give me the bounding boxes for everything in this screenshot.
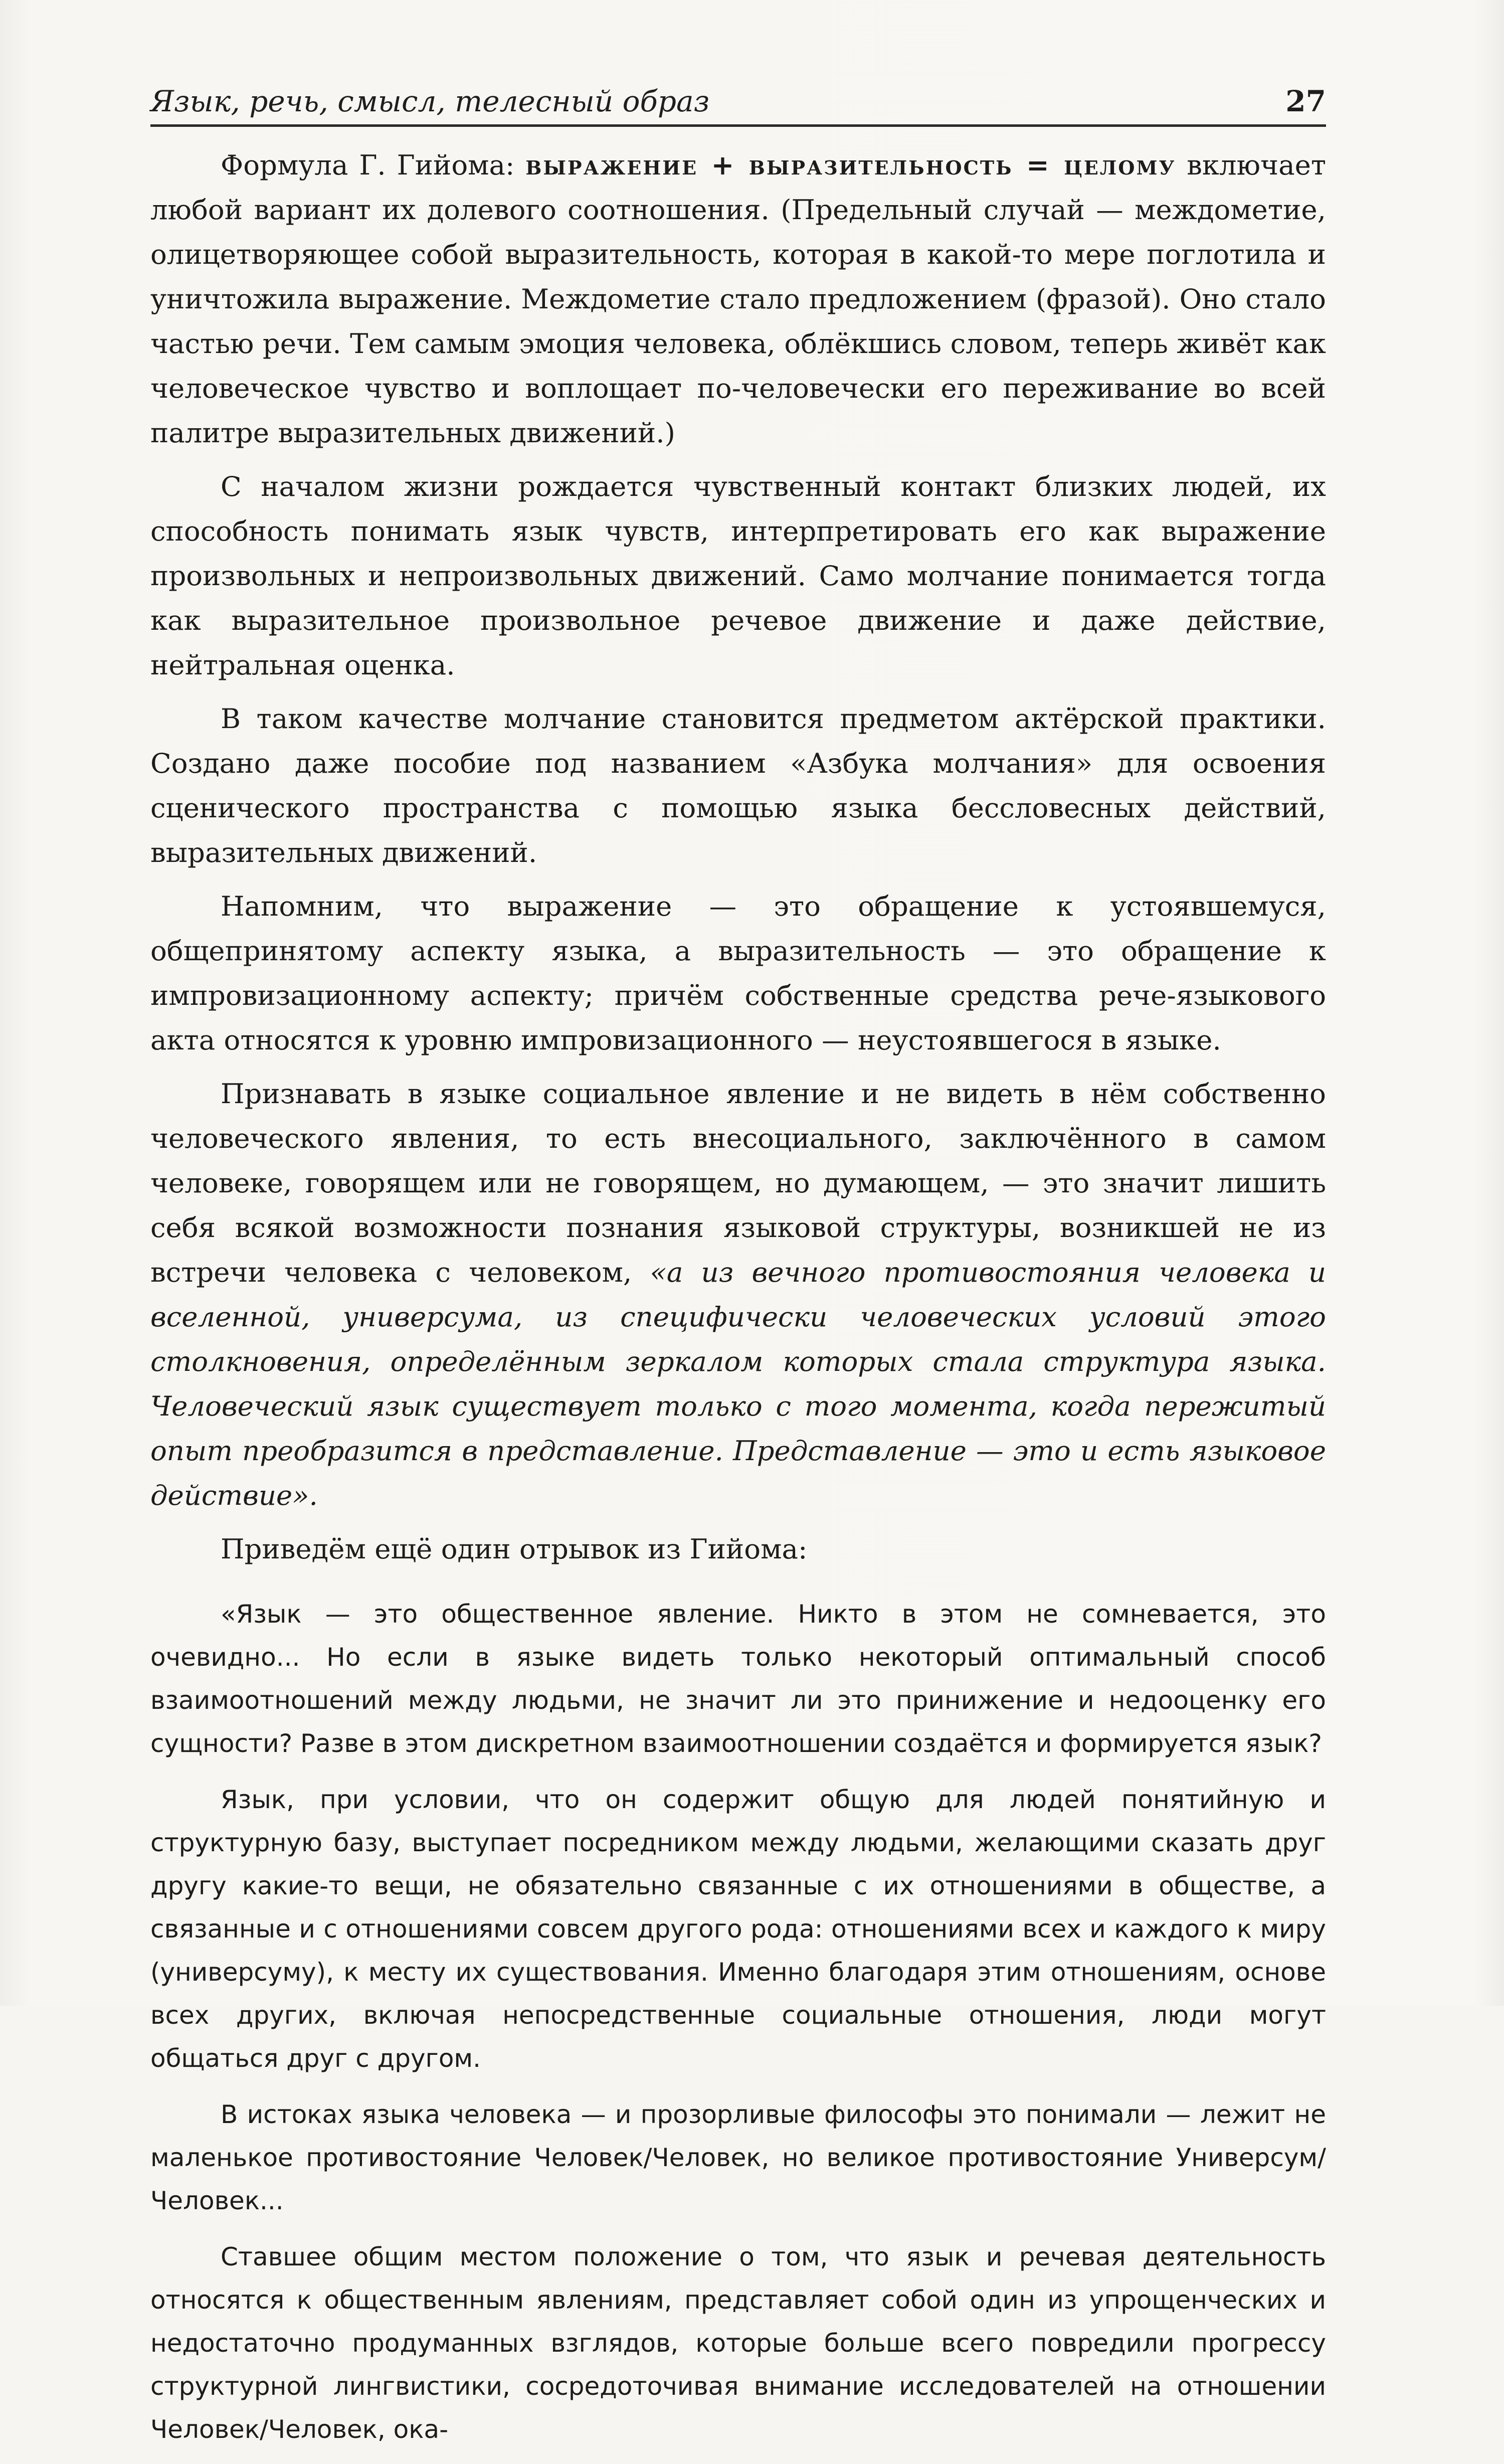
page-number: 27 (1285, 84, 1326, 118)
guillaume-quotation (150, 1593, 1326, 2451)
quote-paragraph-2: Язык, при условии, что он содержит общую для людей понятийную и структурную базу, выступает посредником между людьми, желающими сказать друг другу какие-то вещи, не обязательно связанные с их отношениями в обществе, а связанные и с отношениями совсем другого рода: отношениями всех и каждого к миру (универсуму), к месту их существования. Именно благодаря этим отношениям, основе всех других, включая непосредственные социальные отношения, люди могут общаться друг с другом. (150, 1785, 1326, 2073)
paragraph-social (150, 1072, 1326, 1518)
quote-paragraph-4: Ставшее общим местом положение о том, что язык и речевая деятельность относятся к общественным явлениям, представляет собой один из упрощенческих и недостаточно продуманных взглядов, которые больше всего повредили прогрессу структурной лингвистики, сосредоточивая внимание исследователей на отношении Человек/Человек, ока- (150, 2242, 1326, 2444)
paragraph-formula-lead: Формула Г. Гийома: (221, 149, 526, 181)
paragraph-formula (150, 143, 1326, 455)
paragraph-social-plain: Признавать в языке социальное явление и не видеть в нём собственно человеческого явления, то есть внесоциального, заключённого в самом человеке, говорящем или не говорящем, но думающем, — это значит лишить себя всякой возможности познания языковой структуры, возникшей не из встречи человека с человеком, (150, 1078, 1326, 1288)
page-content (150, 143, 1326, 2464)
paragraph-social-citation: «а из вечного противостояния человека и вселенной, универсума, из специфически человеческих условий этого столкновения, определённым зеркалом которых стала структура языка. Человеческий язык существует только с того момента, когда пережитый опыт преобразится в представление. Представление — это и есть языковое действие». (150, 1256, 1326, 1511)
quote-paragraph-1: «Язык — это общественное явление. Никто в этом не сомневается, это очевидно... Но если в языке видеть только некоторый оптимальный способ взаимоотношений между людьми, не значит ли это принижение и недооценку его сущности? Разве в этом дискретном взаимоотношении создаётся и формируется язык? (150, 1600, 1326, 1758)
quote-paragraph-3: В истоках языка человека — и прозорливые философы это понимали — лежит не маленькое противостояние Человек/Человек, но великое противостояние Универсум/Человек... (150, 2100, 1326, 2215)
paragraph-formula-rest: включает любой вариант их долевого соотношения. (Предельный случай — междометие, олицетворяющее собой выразительность, которая в какой-то мере поглотила и уничтожила выражение. Междометие стало предложением (фразой). Оно стало частью речи. Тем самым эмоция человека, облёкшись словом, теперь живёт как человеческое чувство и воплощает по-человечески его переживание во всей палитре выразительных движений.) (150, 149, 1326, 449)
main-text (150, 143, 1326, 1571)
paragraph-silence: В таком качестве молчание становится предметом актёрской практики. Создано даже пособие под названием «Азбука молчания» для освоения сценического пространства с помощью языка бессловесных действий, выразительных движений. (150, 702, 1326, 868)
paragraph-expression: Напомним, что выражение — это обращение к устоявшемуся, общепринятому аспекту языка, а выразительность — это обращение к импровизационному аспекту; причём собственные средства рече-языкового акта относятся к уровню импровизационного — неустоявшегося в языке. (150, 890, 1326, 1056)
paragraph-contact: С началом жизни рождается чувственный контакт близких людей, их способность понимать язык чувств, интерпретировать его как выражение произвольных и непроизвольных движений. Само молчание понимается тогда как выразительное произвольное речевое движение и даже действие, нейтральная оценка. (150, 470, 1326, 681)
running-header (150, 75, 1326, 127)
paragraph-intro-quote: Приведём ещё один отрывок из Гийома: (221, 1533, 808, 1565)
formula-term: выражение + выразительность = целому (525, 149, 1176, 181)
running-title: Язык, речь, смысл, телесный образ (150, 84, 710, 118)
